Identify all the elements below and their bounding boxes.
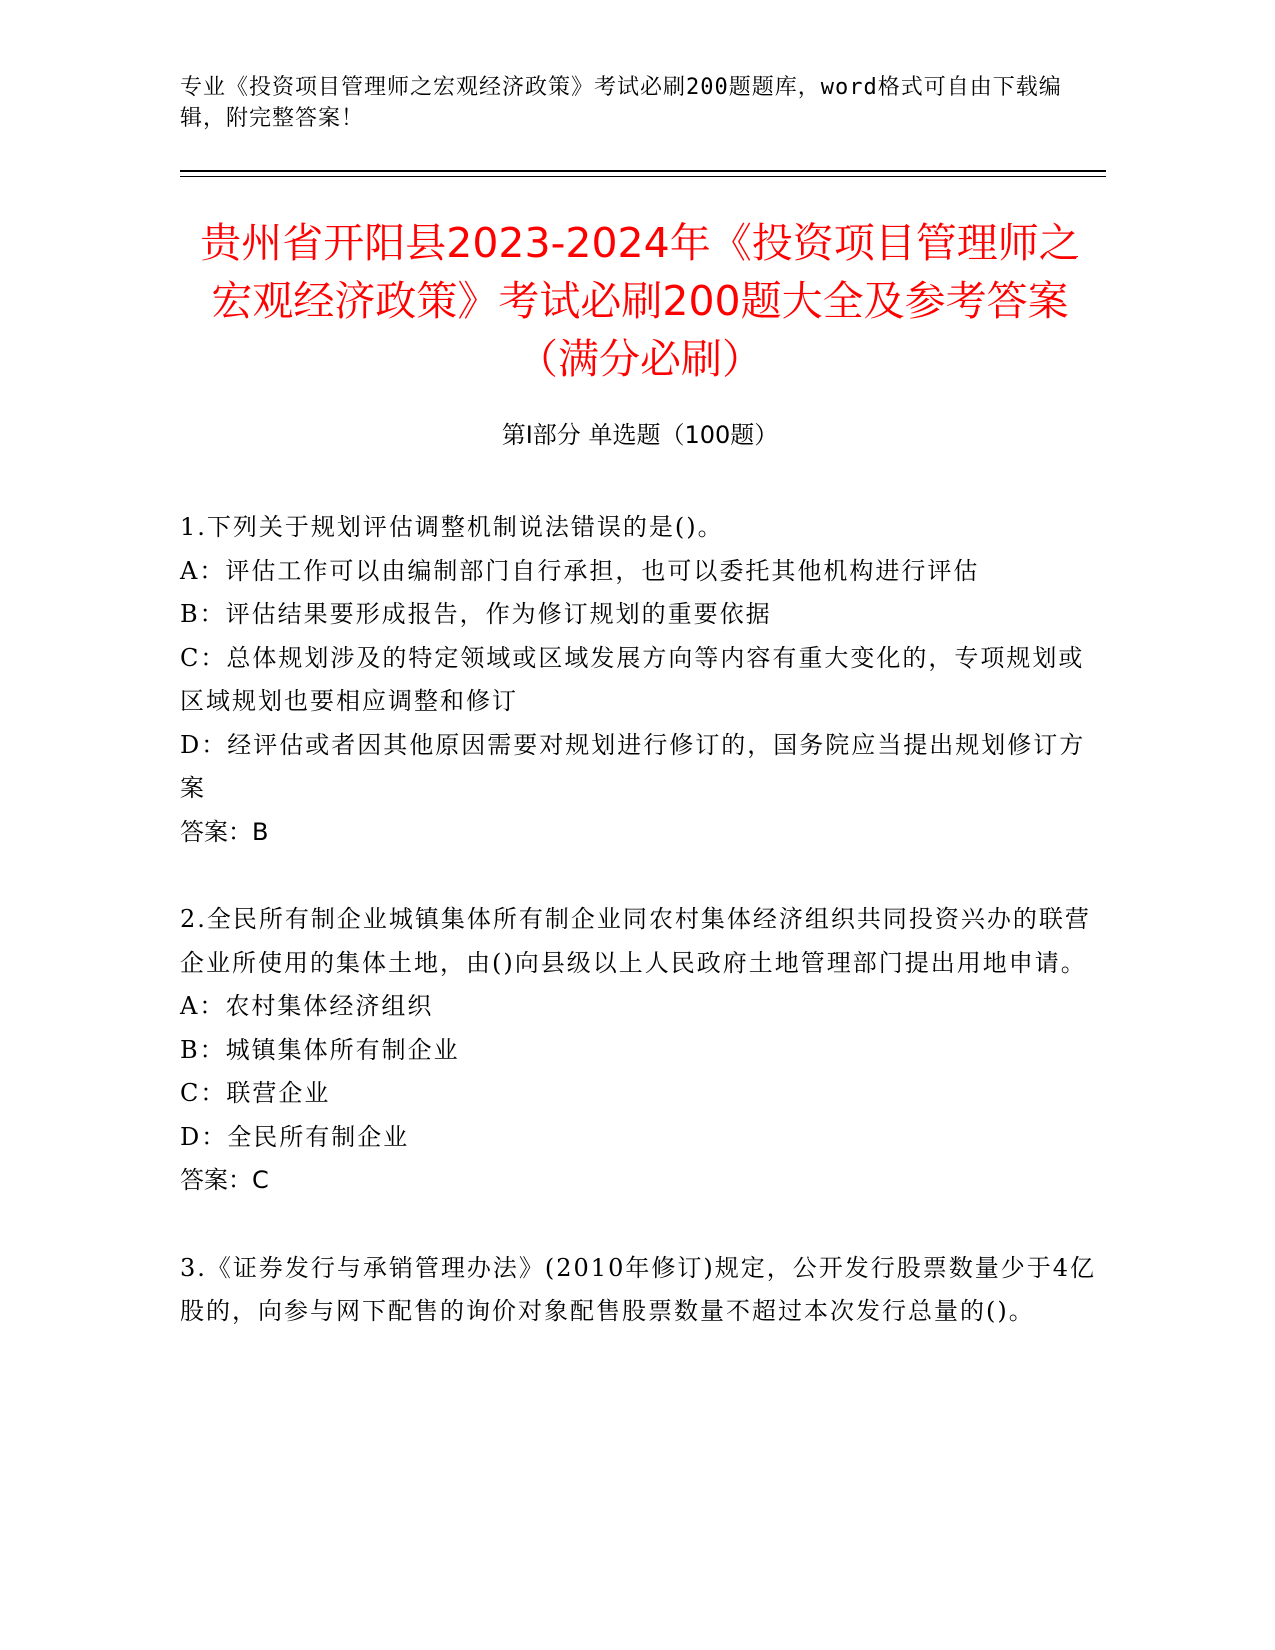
header-rule-thick: [180, 170, 1106, 172]
question-2: [180, 898, 1100, 1203]
question-1: [180, 506, 1100, 854]
option-d: D：全民所有制企业: [180, 1122, 410, 1151]
question-3: [180, 1247, 1100, 1334]
option-a: A：评估工作可以由编制部门自行承担，也可以委托其他机构进行评估: [180, 556, 980, 585]
option-c: C：联营企业: [180, 1079, 331, 1107]
header-rule-thin: [180, 176, 1106, 177]
section-heading: 第I部分 单选题（100题）: [501, 421, 779, 449]
option-a: A：农村集体经济组织: [180, 992, 434, 1020]
answer: 答案：C: [180, 1166, 269, 1194]
document-title: 贵州省开阳县2023-2024年《投资项目管理师之宏观经济政策》考试必刷200题大全及参考答案（满分必刷）: [200, 219, 1080, 383]
option-c: C：总体规划涉及的特定领域或区域发展方向等内容有重大变化的，专项规划或区域规划也要相应调整和修订: [180, 643, 1085, 715]
answer: 答案：B: [180, 817, 269, 846]
question-stem: 2.全民所有制企业城镇集体所有制企业同农村集体经济组织共同投资兴办的联营企业所使用的集体土地，由()向县级以上人民政府土地管理部门提出用地申请。: [180, 905, 1091, 977]
header-note: 专业《投资项目管理师之宏观经济政策》考试必刷200题题库，word格式可自由下载编辑，附完整答案！: [180, 75, 1062, 131]
question-stem: 3.《证券发行与承销管理办法》(2010年修订)规定，公开发行股票数量少于4亿股的，向参与网下配售的询价对象配售股票数量不超过本次发行总量的()。: [180, 1253, 1096, 1325]
question-stem: 1.下列关于规划评估调整机制说法错误的是()。: [180, 513, 724, 541]
option-d: D：经评估或者因其他原因需要对规划进行修订的，国务院应当提出规划修订方案: [180, 730, 1086, 802]
question-list: [180, 506, 1100, 1378]
option-b: B：城镇集体所有制企业: [180, 1035, 460, 1064]
option-b: B：评估结果要形成报告，作为修订规划的重要依据: [180, 600, 772, 628]
